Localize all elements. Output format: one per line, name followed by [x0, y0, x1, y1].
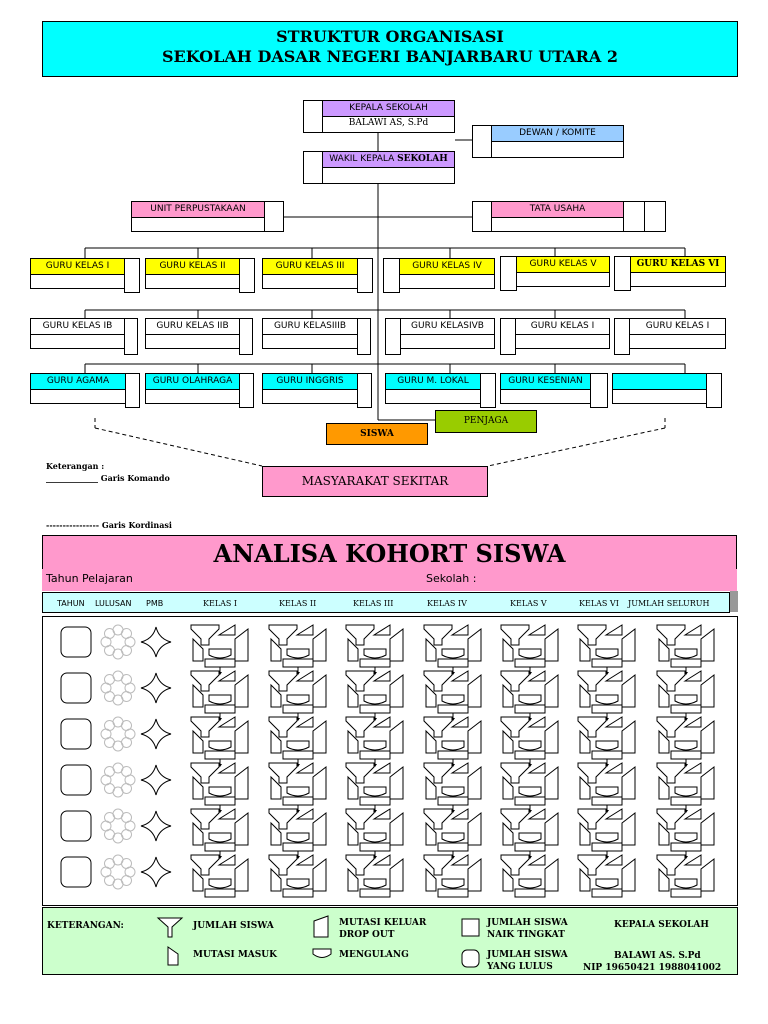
- pmb-cell: [141, 857, 171, 887]
- guru-kelas-3b-side: [357, 318, 371, 355]
- funnel-side-glyph: [529, 625, 545, 635]
- guru-kesenian-label: GURU KESENIAN: [500, 373, 591, 390]
- mutasi-keluar-glyph: [545, 675, 558, 707]
- tata-usaha-side-right-2: [644, 201, 666, 232]
- mengulang-glyph: [287, 649, 309, 658]
- guru-kelas-1-sub: [30, 275, 125, 289]
- total-glyph: [515, 659, 545, 667]
- col-kelas-1: KELAS I: [203, 599, 238, 608]
- dewan-komite-sub: [491, 142, 624, 158]
- guru-kelas-1b-node: [30, 318, 125, 349]
- guru-agama-node: [30, 373, 126, 404]
- guru-kelas-2b-node: [145, 318, 240, 349]
- mengulang-glyph: [287, 879, 309, 888]
- legend-lulus-2: YANG LULUS: [487, 962, 553, 972]
- guru-kelas-5b-side: [500, 318, 516, 355]
- total-glyph: [438, 889, 468, 897]
- col-kelas-4: KELAS IV: [427, 599, 467, 608]
- mengulang-glyph: [519, 833, 541, 842]
- guru-kelas-5-label: GURU KELAS V: [516, 256, 610, 273]
- guru-kelas-6-side: [614, 256, 631, 291]
- kepala-sekolah-node: [322, 100, 455, 133]
- wakil-kepala-sub: [322, 168, 455, 184]
- guru-kelas-6b-node: [629, 318, 726, 349]
- tahun-cell: [61, 719, 91, 749]
- total-glyph: [515, 751, 545, 759]
- mengulang-glyph: [442, 787, 464, 796]
- guru-inggris-sub: [262, 390, 358, 404]
- mutasi-keluar-glyph: [313, 629, 326, 661]
- mutasi-keluar-glyph: [235, 767, 248, 799]
- total-glyph: [438, 751, 468, 759]
- mengulang-glyph: [519, 695, 541, 704]
- mutasi-masuk-icon: [165, 944, 183, 968]
- guru-kelas-5-sub: [516, 273, 610, 287]
- mengulang-glyph: [442, 649, 464, 658]
- mutasi-keluar-glyph: [468, 721, 481, 753]
- tata-usaha-side-right-1: [623, 201, 645, 232]
- pmb-cell: [141, 765, 171, 795]
- total-glyph: [438, 797, 468, 805]
- lulusan-cell-bg: [105, 767, 131, 793]
- mutasi-keluar-glyph: [545, 859, 558, 891]
- org-title-line1: STRUKTUR ORGANISASI: [276, 27, 504, 46]
- guru-agama-side: [125, 373, 140, 408]
- sekolah-label: Sekolah :: [426, 572, 477, 585]
- tahun-cell: [61, 673, 91, 703]
- funnel-icon: [156, 915, 184, 939]
- legend-jumlah-siswa: JUMLAH SISWA: [193, 921, 274, 931]
- col-tahun: TAHUN: [57, 599, 85, 608]
- guru-mlokal-label: GURU M. LOKAL: [385, 373, 481, 390]
- mutasi-keluar-glyph: [468, 859, 481, 891]
- total-glyph: [283, 705, 313, 713]
- mengulang-glyph: [596, 879, 618, 888]
- guru-olahraga-sub: [145, 390, 240, 404]
- mengulang-glyph: [596, 741, 618, 750]
- mengulang-glyph: [596, 833, 618, 842]
- header-row-shadow: [730, 591, 738, 612]
- guru-mlokal-sub: [385, 390, 481, 404]
- garis-komando-legend: _____________ Garis Komando: [46, 473, 170, 483]
- pmb-cell: [141, 811, 171, 841]
- mutasi-keluar-glyph: [545, 767, 558, 799]
- total-glyph: [592, 843, 622, 851]
- guru-kelas-4b-node: [400, 318, 495, 349]
- mengulang-glyph: [675, 741, 697, 750]
- total-glyph: [360, 659, 390, 667]
- guru-mlokal-node: [385, 373, 481, 404]
- mengulang-glyph: [519, 649, 541, 658]
- total-glyph: [592, 659, 622, 667]
- tahun-cell: [61, 765, 91, 795]
- guru-olahraga-side: [239, 373, 254, 408]
- mengulang-glyph: [364, 695, 386, 704]
- mengulang-glyph: [209, 649, 231, 658]
- mutasi-keluar-glyph: [701, 859, 714, 891]
- siswa-box: SISWA: [326, 423, 428, 445]
- mutasi-keluar-glyph: [313, 767, 326, 799]
- perpustakaan-label: UNIT PERPUSTAKAAN: [131, 201, 265, 218]
- guru-kelas-3b-node: [262, 318, 358, 349]
- guru-kelas-2b-label: GURU KELAS IIB: [145, 318, 240, 335]
- funnel-side-glyph: [685, 625, 701, 635]
- mutasi-keluar-glyph: [390, 675, 403, 707]
- guru-agama-label: GURU AGAMA: [30, 373, 126, 390]
- total-glyph: [671, 797, 701, 805]
- total-glyph: [205, 889, 235, 897]
- total-glyph: [438, 843, 468, 851]
- guru-kelas-2-side: [239, 258, 255, 293]
- mutasi-keluar-glyph: [701, 813, 714, 845]
- mutasi-keluar-glyph: [545, 813, 558, 845]
- total-glyph: [671, 705, 701, 713]
- mutasi-keluar-glyph: [622, 629, 635, 661]
- total-glyph: [283, 659, 313, 667]
- guru-agama-sub: [30, 390, 126, 404]
- mutasi-keluar-glyph: [468, 675, 481, 707]
- mengulang-glyph: [596, 787, 618, 796]
- mengulang-glyph: [364, 741, 386, 750]
- tata-usaha-sub: [491, 218, 624, 232]
- mutasi-keluar-glyph: [390, 859, 403, 891]
- mengulang-glyph: [442, 741, 464, 750]
- mutasi-keluar-glyph: [701, 629, 714, 661]
- mengulang-glyph: [596, 695, 618, 704]
- total-glyph: [205, 705, 235, 713]
- guru-mapel-6-side: [706, 373, 722, 408]
- mengulang-glyph: [364, 879, 386, 888]
- funnel-side-glyph: [452, 625, 468, 635]
- mutasi-keluar-glyph: [390, 767, 403, 799]
- total-glyph: [671, 751, 701, 759]
- lulusan-cell-bg: [105, 813, 131, 839]
- legend-lulus-1: JUMLAH SISWA: [487, 950, 568, 960]
- guru-kelas-6-sub: [630, 273, 726, 287]
- total-glyph: [360, 705, 390, 713]
- mutasi-keluar-glyph: [313, 813, 326, 845]
- guru-kelas-4-node: [399, 258, 495, 289]
- mengulang-glyph: [364, 833, 386, 842]
- tata-usaha-label: TATA USAHA: [491, 201, 624, 218]
- guru-kelas-4b-label: GURU KELASIVB: [400, 318, 495, 335]
- total-glyph: [671, 889, 701, 897]
- guru-kelas-6-label: GURU KELAS VI: [630, 256, 726, 273]
- perpustakaan-sub: [131, 218, 265, 232]
- col-lulusan: LULUSAN: [95, 599, 132, 608]
- funnel-side-glyph: [606, 625, 622, 635]
- wakil-kepala-label-bold: SEKOLAH: [397, 154, 448, 164]
- legend-naik-tingkat-2: NAIK TINGKAT: [487, 930, 565, 940]
- total-glyph: [205, 751, 235, 759]
- kohort-grid-svg: [43, 617, 737, 905]
- guru-inggris-node: [262, 373, 358, 404]
- lulusan-cell-bg: [105, 721, 131, 747]
- org-title-line2: SEKOLAH DASAR NEGERI BANJARBARU UTARA 2: [161, 47, 619, 66]
- mengulang-icon: [311, 946, 335, 962]
- total-glyph: [592, 705, 622, 713]
- total-glyph: [592, 797, 622, 805]
- funnel-side-glyph: [374, 625, 390, 635]
- legend-mengulang: MENGULANG: [339, 950, 409, 960]
- guru-kelas-4b-side: [385, 318, 401, 355]
- kepala-side-box: [303, 100, 323, 133]
- total-glyph: [438, 659, 468, 667]
- mutasi-keluar-glyph: [622, 859, 635, 891]
- perpustakaan-side-box: [264, 201, 284, 232]
- guru-kelas-5b-sub: [515, 335, 610, 349]
- mengulang-glyph: [519, 787, 541, 796]
- pmb-cell: [141, 627, 171, 657]
- guru-kelas-2b-sub: [145, 335, 240, 349]
- guru-kesenian-side: [590, 373, 608, 408]
- lulusan-cell-bg: [105, 629, 131, 655]
- naik-tingkat-icon: [460, 917, 482, 939]
- funnel-side-glyph: [297, 625, 313, 635]
- total-glyph: [360, 751, 390, 759]
- tahun-pelajaran-label: Tahun Pelajaran: [46, 572, 133, 585]
- mutasi-keluar-glyph: [235, 859, 248, 891]
- legend-nip: NIP 19650421 1988041002: [583, 963, 722, 973]
- total-glyph: [283, 797, 313, 805]
- legend-mutasi-keluar: MUTASI KELUAR: [339, 918, 427, 928]
- pmb-cell: [141, 719, 171, 749]
- guru-kelas-5b-label: GURU KELAS I: [515, 318, 610, 335]
- mutasi-keluar-glyph: [235, 675, 248, 707]
- total-glyph: [515, 705, 545, 713]
- guru-kelas-6-node: [630, 256, 726, 287]
- mutasi-keluar-glyph: [468, 767, 481, 799]
- legend-drop-out: DROP OUT: [339, 930, 395, 940]
- guru-mlokal-side: [480, 373, 496, 408]
- guru-kelas-5b-node: [515, 318, 610, 349]
- total-glyph: [205, 843, 235, 851]
- perpustakaan-node: [131, 201, 265, 232]
- mengulang-glyph: [287, 833, 309, 842]
- tahun-cell: [61, 811, 91, 841]
- guru-kelas-4-label: GURU KELAS IV: [399, 258, 495, 275]
- mutasi-keluar-glyph: [622, 721, 635, 753]
- mutasi-keluar-glyph: [390, 721, 403, 753]
- tata-usaha-node: [491, 201, 624, 232]
- mengulang-glyph: [287, 741, 309, 750]
- mengulang-glyph: [675, 787, 697, 796]
- mutasi-keluar-glyph: [622, 675, 635, 707]
- guru-mapel-6-sub: [612, 390, 707, 404]
- total-glyph: [360, 889, 390, 897]
- mutasi-keluar-glyph: [235, 721, 248, 753]
- mutasi-keluar-glyph: [468, 629, 481, 661]
- kepala-sekolah-label: KEPALA SEKOLAH: [322, 100, 455, 117]
- guru-kelas-2-label: GURU KELAS II: [145, 258, 240, 275]
- wakil-kepala-label-prefix: WAKIL KEPALA: [329, 154, 398, 164]
- guru-kelas-2-node: [145, 258, 240, 289]
- guru-kelas-3-node: [262, 258, 358, 289]
- mengulang-glyph: [209, 879, 231, 888]
- guru-mapel-6-node: [612, 373, 707, 404]
- total-glyph: [515, 843, 545, 851]
- kohort-title: ANALISA KOHORT SISWA: [42, 535, 737, 571]
- garis-kordinasi-legend: ---------------- Garis Kordinasi: [46, 520, 172, 530]
- total-glyph: [283, 843, 313, 851]
- mengulang-glyph: [287, 787, 309, 796]
- mutasi-keluar-glyph: [622, 813, 635, 845]
- guru-olahraga-node: [145, 373, 240, 404]
- total-glyph: [438, 705, 468, 713]
- legend-keterangan: KETERANGAN:: [47, 921, 124, 931]
- guru-inggris-label: GURU INGGRIS: [262, 373, 358, 390]
- mengulang-glyph: [209, 833, 231, 842]
- lulusan-cell-bg: [105, 675, 131, 701]
- col-jumlah-seluruh: JUMLAH SELURUH: [628, 599, 710, 608]
- guru-kelas-3-label: GURU KELAS III: [262, 258, 358, 275]
- col-kelas-2: KELAS II: [279, 599, 317, 608]
- total-glyph: [671, 659, 701, 667]
- mengulang-glyph: [675, 833, 697, 842]
- mengulang-glyph: [519, 879, 541, 888]
- legend-mutasi-masuk: MUTASI MASUK: [193, 950, 277, 960]
- total-glyph: [592, 751, 622, 759]
- total-glyph: [283, 889, 313, 897]
- guru-kelas-3-sub: [262, 275, 358, 289]
- col-kelas-3: KELAS III: [353, 599, 394, 608]
- mutasi-keluar-glyph: [235, 813, 248, 845]
- mutasi-keluar-glyph: [235, 629, 248, 661]
- guru-kelas-1b-side: [124, 318, 138, 355]
- guru-kelas-4-sub: [399, 275, 495, 289]
- mengulang-glyph: [364, 649, 386, 658]
- mengulang-glyph: [519, 741, 541, 750]
- lulus-icon: [460, 948, 482, 970]
- mutasi-keluar-glyph: [390, 813, 403, 845]
- kohort-header-row: [42, 592, 730, 613]
- legend-naik-tingkat-1: JUMLAH SISWA: [487, 918, 568, 928]
- mutasi-keluar-glyph: [313, 675, 326, 707]
- guru-kelas-5-side: [500, 256, 517, 291]
- lulusan-cell-bg: [105, 859, 131, 885]
- tahun-cell: [61, 627, 91, 657]
- tahun-cell: [61, 857, 91, 887]
- total-glyph: [592, 889, 622, 897]
- guru-kelas-1b-label: GURU KELAS IB: [30, 318, 125, 335]
- wakil-kepala-node: [322, 151, 455, 184]
- mutasi-keluar-glyph: [545, 629, 558, 661]
- mengulang-glyph: [442, 695, 464, 704]
- guru-kelas-3-side: [357, 258, 373, 293]
- total-glyph: [205, 797, 235, 805]
- mutasi-keluar-glyph: [701, 767, 714, 799]
- mutasi-keluar-glyph: [390, 629, 403, 661]
- guru-kesenian-sub: [500, 390, 591, 404]
- col-kelas-5: KELAS V: [510, 599, 547, 608]
- mengulang-glyph: [675, 649, 697, 658]
- total-glyph: [205, 659, 235, 667]
- total-glyph: [515, 797, 545, 805]
- col-kelas-6: KELAS VI: [579, 599, 619, 608]
- guru-kelas-6b-sub: [629, 335, 726, 349]
- col-pmb: PMB: [146, 599, 164, 608]
- guru-kelas-4-side: [383, 258, 400, 293]
- dewan-side-box: [472, 125, 492, 158]
- mutasi-keluar-glyph: [313, 721, 326, 753]
- funnel-side-glyph: [219, 625, 235, 635]
- mengulang-glyph: [209, 787, 231, 796]
- guru-kelas-2b-side: [239, 318, 253, 355]
- guru-kelas-6b-side: [614, 318, 630, 355]
- total-glyph: [671, 843, 701, 851]
- total-glyph: [515, 889, 545, 897]
- total-glyph: [283, 751, 313, 759]
- guru-kelas-1-label: GURU KELAS I: [30, 258, 125, 275]
- penjaga-box: PENJAGA: [435, 410, 537, 433]
- mutasi-keluar-glyph: [313, 859, 326, 891]
- guru-kelas-2-sub: [145, 275, 240, 289]
- guru-inggris-side: [357, 373, 372, 408]
- mutasi-keluar-glyph: [701, 675, 714, 707]
- guru-kelas-3b-sub: [262, 335, 358, 349]
- mengulang-glyph: [596, 649, 618, 658]
- mengulang-glyph: [364, 787, 386, 796]
- tata-usaha-side-left: [472, 201, 492, 232]
- guru-kelas-6b-label: GURU KELAS I: [629, 318, 726, 335]
- guru-mapel-6-label: [612, 373, 707, 390]
- mengulang-glyph: [287, 695, 309, 704]
- mengulang-glyph: [442, 833, 464, 842]
- mengulang-glyph: [675, 695, 697, 704]
- guru-kelas-5-node: [516, 256, 610, 287]
- kohort-info-bar: [42, 569, 737, 591]
- guru-olahraga-label: GURU OLAHRAGA: [145, 373, 240, 390]
- mutasi-keluar-glyph: [468, 813, 481, 845]
- guru-kesenian-node: [500, 373, 591, 404]
- mutasi-keluar-icon: [311, 914, 333, 940]
- kepala-sekolah-name: BALAWI AS, S.Pd: [322, 117, 455, 133]
- mutasi-keluar-glyph: [545, 721, 558, 753]
- kohort-grid: [42, 616, 738, 906]
- guru-kelas-1-node: [30, 258, 125, 289]
- total-glyph: [360, 843, 390, 851]
- dewan-komite-label: DEWAN / KOMITE: [491, 125, 624, 142]
- guru-kelas-1b-sub: [30, 335, 125, 349]
- legend-kepala-nama: BALAWI AS. S.Pd: [614, 951, 701, 961]
- wakil-kepala-label: [322, 151, 455, 168]
- masyarakat-box: MASYARAKAT SEKITAR: [262, 466, 488, 497]
- mengulang-glyph: [675, 879, 697, 888]
- mutasi-keluar-glyph: [622, 767, 635, 799]
- dewan-komite-node: [491, 125, 624, 158]
- mutasi-keluar-glyph: [701, 721, 714, 753]
- kohort-legend: [42, 907, 738, 975]
- mengulang-glyph: [209, 695, 231, 704]
- guru-kelas-1-side: [124, 258, 140, 293]
- mengulang-glyph: [442, 879, 464, 888]
- mengulang-glyph: [209, 741, 231, 750]
- keterangan-label: Keterangan :: [46, 461, 105, 471]
- guru-kelas-3b-label: GURU KELASIIIB: [262, 318, 358, 335]
- wakil-side-box: [303, 151, 323, 184]
- pmb-cell: [141, 673, 171, 703]
- legend-kepala-sekolah: KEPALA SEKOLAH: [614, 920, 709, 930]
- guru-kelas-4b-sub: [400, 335, 495, 349]
- total-glyph: [360, 797, 390, 805]
